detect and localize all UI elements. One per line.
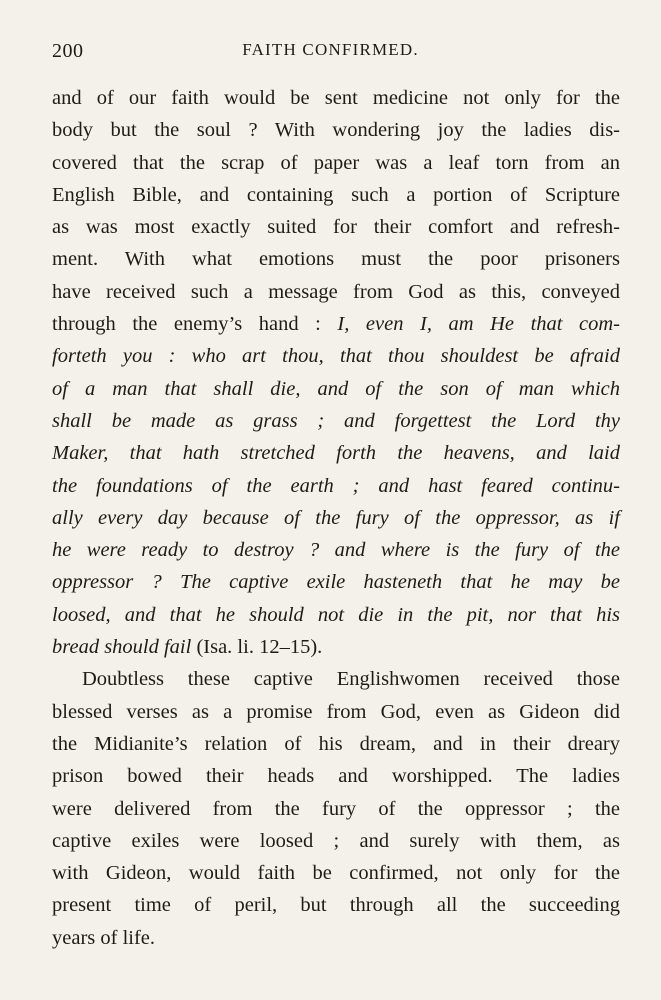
italic-text: of a man that shall die, and of the son of man which xyxy=(52,377,620,400)
roman-text: have received such a message from God as this, conveyed xyxy=(52,280,620,303)
text-line xyxy=(52,147,620,179)
roman-text: the Midianite’s relation of his dream, and in their dreary xyxy=(52,732,620,755)
roman-text: with Gideon, would faith be confirmed, not only for the xyxy=(52,862,620,885)
roman-text: Doubtless these captive Englishwomen received those xyxy=(82,668,620,691)
roman-text: through the enemy’s hand : xyxy=(52,313,338,336)
italic-text: shall be made as grass ; and forgettest the Lord thy xyxy=(52,409,620,432)
text-line xyxy=(52,534,620,566)
text-line xyxy=(52,502,620,534)
text-line xyxy=(52,825,620,857)
text-line xyxy=(52,243,620,275)
text-line xyxy=(52,760,620,792)
text-line xyxy=(52,437,620,469)
text-line xyxy=(52,696,620,728)
text-line xyxy=(52,179,620,211)
roman-text: as was most exactly suited for their comfort and refresh- xyxy=(52,216,620,239)
italic-text: bread should fail xyxy=(52,636,192,659)
italic-text: loosed, and that he should not die in the pit, nor that his xyxy=(52,603,620,626)
italic-text: he were ready to destroy ? and where is the fury of the xyxy=(52,539,620,562)
page-number: 200 xyxy=(52,40,84,62)
roman-text: present time of peril, but through all the succeeding xyxy=(52,894,620,917)
roman-text: captive exiles were loosed ; and surely with them, as xyxy=(52,829,620,852)
italic-text: the foundations of the earth ; and hast feared continu- xyxy=(52,474,620,497)
text-line xyxy=(52,599,620,631)
text-line xyxy=(52,276,620,308)
italic-text: I, even I, am He that com- xyxy=(337,313,620,336)
roman-text: and of our faith would be sent medicine not only for the xyxy=(52,87,620,109)
roman-text: blessed verses as a promise from God, even as Gideon did xyxy=(52,700,620,723)
running-head: FAITH CONFIRMED. xyxy=(242,40,419,59)
text-line xyxy=(52,566,620,598)
text-line xyxy=(52,211,620,243)
roman-text: covered that the scrap of paper was a leaf torn from an xyxy=(52,151,620,174)
italic-text: Maker, that hath stretched forth the heavens, and laid xyxy=(52,442,620,465)
italic-text: forteth you : who art thou, that thou shouldest be afraid xyxy=(52,345,620,368)
roman-text: English Bible, and containing such a portion of Scripture xyxy=(52,183,620,206)
roman-text: body but the soul ? With wondering joy the ladies dis- xyxy=(52,119,620,142)
text-line xyxy=(52,470,620,502)
text-line xyxy=(52,793,620,825)
text-line xyxy=(52,82,620,114)
text-line xyxy=(52,405,620,437)
text-line xyxy=(52,340,620,372)
roman-text: were delivered from the fury of the oppressor ; the xyxy=(52,797,620,820)
italic-text: oppressor ? The captive exile hasteneth that he may be xyxy=(52,571,620,594)
italic-text: ally every day because of the fury of the oppressor, as if xyxy=(52,506,620,529)
page-header xyxy=(52,40,609,70)
text-line xyxy=(52,889,620,921)
paragraph xyxy=(52,663,620,954)
text-line xyxy=(52,114,620,146)
roman-text: ment. With what emotions must the poor prisoners xyxy=(52,248,620,271)
roman-text: prison bowed their heads and worshipped. The ladies xyxy=(52,765,620,788)
roman-text: (Isa. li. 12–15). xyxy=(191,636,323,659)
text-line xyxy=(52,631,620,663)
body-text xyxy=(52,82,620,954)
text-line xyxy=(52,857,620,889)
text-line xyxy=(52,663,620,695)
text-line xyxy=(52,373,620,405)
roman-text: years of life. xyxy=(52,926,156,949)
text-line xyxy=(52,308,620,340)
text-line xyxy=(52,728,620,760)
text-line xyxy=(52,922,620,954)
paragraph xyxy=(52,82,620,663)
